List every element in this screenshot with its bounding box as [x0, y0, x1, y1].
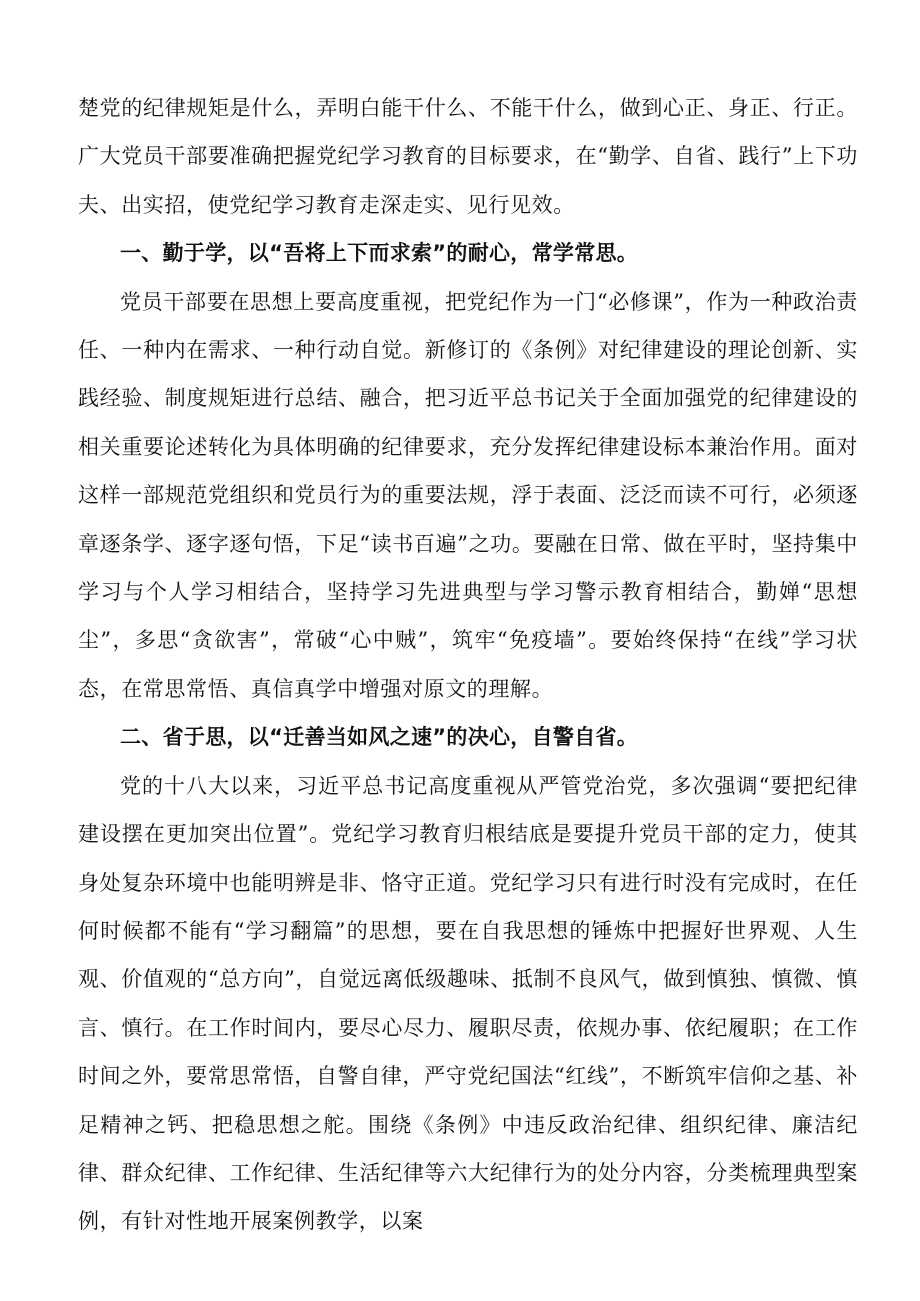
- paragraph-section-2-body: 党的十八大以来，习近平总书记高度重视从严管党治党，多次强调“要把纪律建设摆在更加突出位置”。党纪学习教育归根结底是要提升党员干部的定力，使其身处复杂环境中也能明辨是非、恪守正道。党纪学习只有进行时没有完成时，在任何时候都不能有“学习翻篇”的思想，要在自我思想的锤炼中把握好世界观、人生观、价值观的“总方向”，自觉远离低级趣味、抵制不良风气，做到慎独、慎微、慎言、慎行。在工作时间内，要尽心尽力、履职尽责，依规办事、依纪履职；在工作时间之外，要常思常悟，自警自律，严守党纪国法“红线”，不断筑牢信仰之基、补足精神之钙、把稳思想之舵。围绕《条例》中违反政治纪律、组织纪律、廉洁纪律、群众纪律、工作纪律、生活纪律等六大纪律行为的处分内容，分类梳理典型案例，有针对性地开展案例教学，以案: [78, 773, 858, 1234]
- paragraph-intro-continuation: 楚党的纪律规矩是什么，弄明白能干什么、不能干什么，做到心正、身正、行正。广大党员干部要准确把握党纪学习教育的目标要求，在“勤学、自省、践行”上下功夫、出实招，使党纪学习教育走深走实、见行见效。: [78, 96, 858, 217]
- section-heading-1: 一、勤于学，以“吾将上下而求索”的耐心，常学常思。: [120, 241, 639, 266]
- paragraph-section-1-body: 党员干部要在思想上要高度重视，把党纪作为一门“必修课”，作为一种政治责任、一种内在需求、一种行动自觉。新修订的《条例》对纪律建设的理论创新、实践经验、制度规矩进行总结、融合，把习近平总书记关于全面加强党的纪律建设的相关重要论述转化为具体明确的纪律要求，充分发挥纪律建设标本兼治作用。面对这样一部规范党组织和党员行为的重要法规，浮于表面、泛泛而读不可行，必须逐章逐条学、逐字逐句悟，下足“读书百遍”之功。要融在日常、做在平时，坚持集中学习与个人学习相结合，坚持学习先进典型与学习警示教育相结合，勤婵“思想尘”，多思“贪欲害”，常破“心中贼”，筑牢“免疫墙”。要始终保持“在线”学习状态，在常思常悟、真信真学中增强对原文的理解。: [78, 289, 858, 701]
- section-heading-2: 二、省于思，以“迁善当如风之速”的决心，自警自省。: [120, 725, 639, 750]
